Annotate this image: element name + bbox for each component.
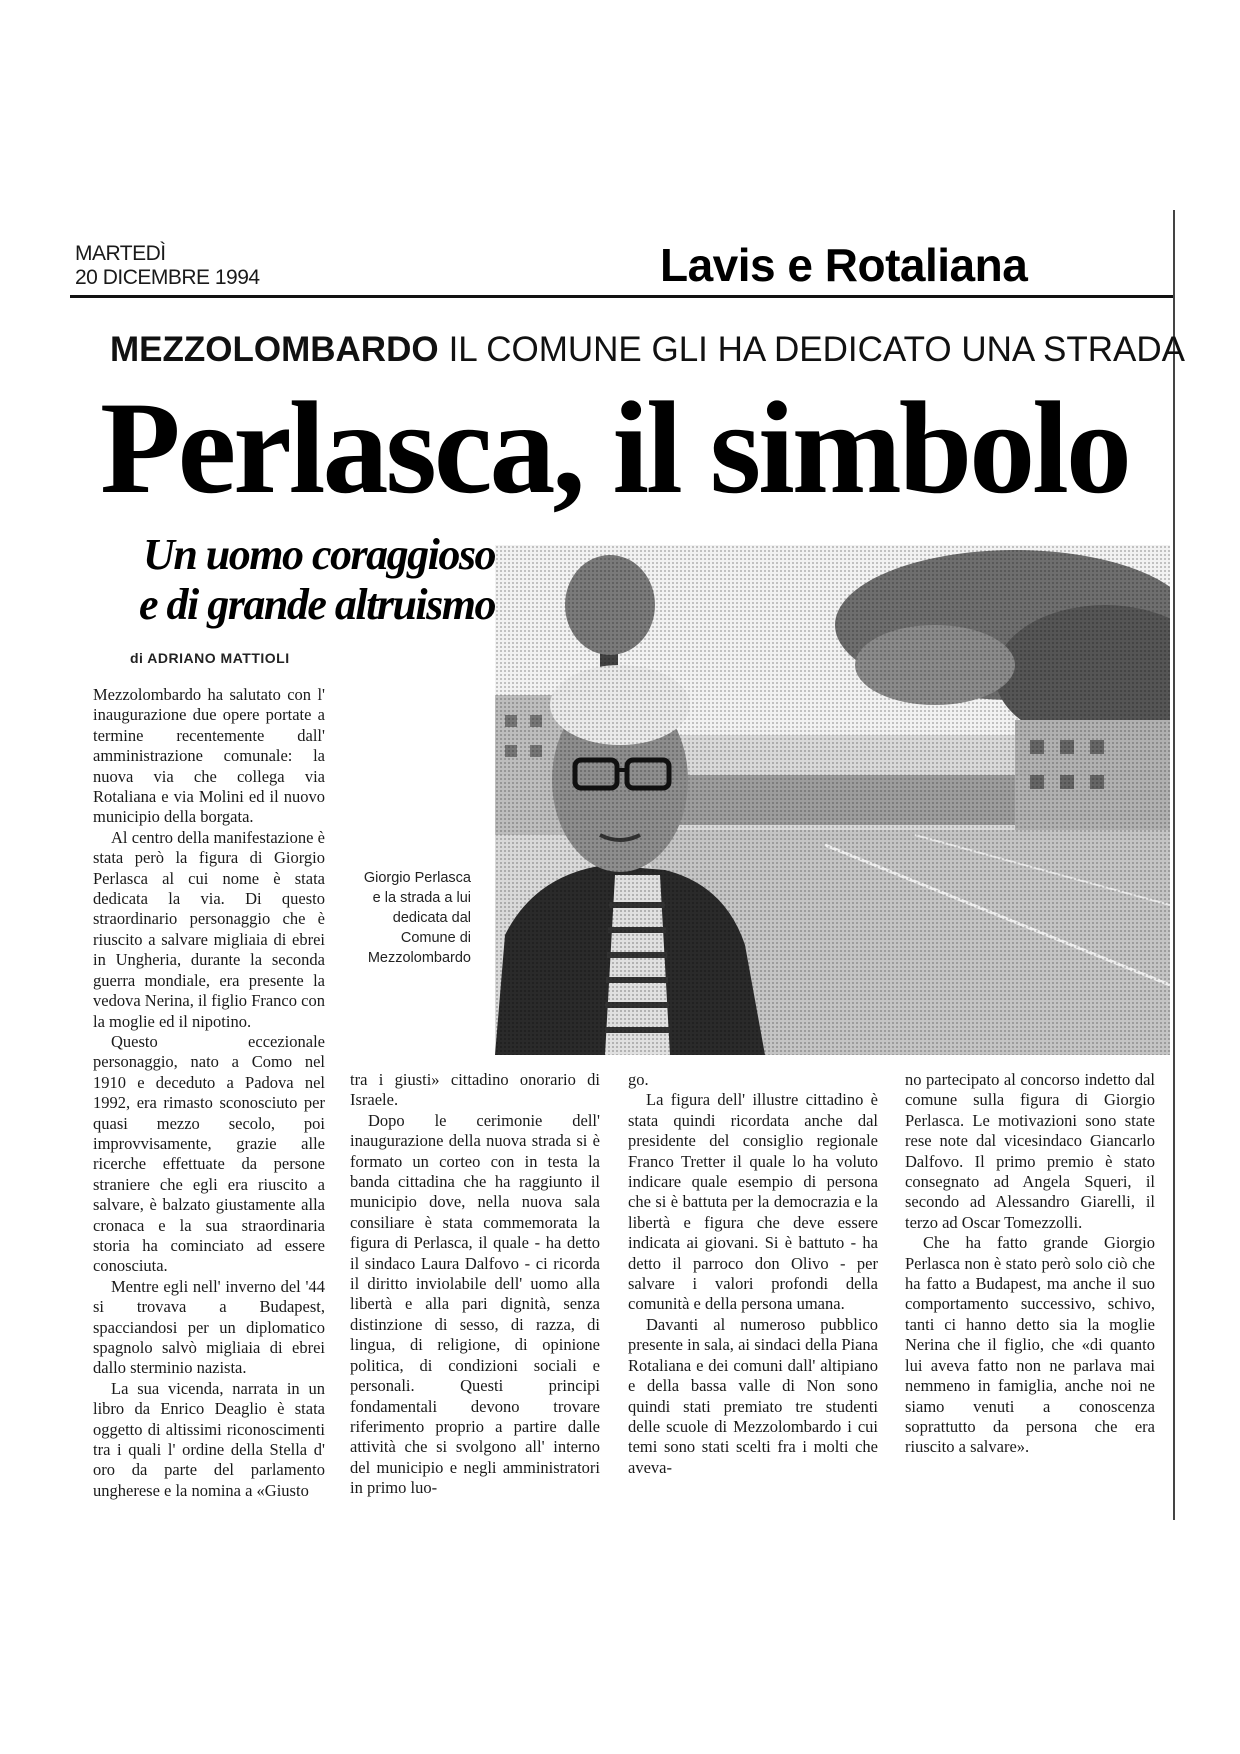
article-column-4: [905, 1070, 1155, 1458]
header-rule: [70, 295, 1175, 298]
photo-illustration: [495, 545, 1170, 1055]
paragraph: go.: [628, 1070, 649, 1089]
article-column-2: [350, 1070, 600, 1499]
issue-full-date: 20 DICEMBRE 1994: [75, 266, 260, 289]
photo-perlasca-street: [495, 545, 1170, 1055]
paragraph: no partecipato al concorso indetto dal comune sulla figura di Giorgio Perlasca. Le motivazioni sono state rese note dal vicesindaco Giancarlo Dalfovo. Il primo premio è stato consegnato ad Angela Squeri, il secondo ad Alessandro Giarelli, il terzo ad Oscar Tomezzolli.: [905, 1070, 1155, 1232]
paragraph: La figura dell' illustre cittadino è stata quindi ricordata anche dal presidente del consiglio regionale Franco Tretter il quale lo ha voluto indicare quale esempio di persona che si è battuta per la democrazia e la libertà e figura che deve essere indicata ai giovani. Si è battuto - ha detto il parroco don Olivo - per salvare i valori profondi della comunità e della persona umana.: [628, 1090, 878, 1314]
article-column-3: [628, 1070, 878, 1478]
page-edge-rule: [1173, 210, 1175, 1520]
kicker: [110, 330, 1185, 370]
article-column-1: [93, 685, 325, 1501]
byline: di ADRIANO MATTIOLI: [130, 650, 290, 666]
photo-caption: Giorgio Perlasca e la strada a lui dedicata dal Comune di Mezzolombardo: [363, 870, 471, 966]
kicker-place: MEZZOLOMBARDO: [110, 330, 439, 369]
paragraph: Mezzolombardo ha salutato con l' inaugurazione due opere portate a termine recentemente dall' amministrazione comunale: la nuova via che collega via Rotaliana e via Molini ed il nuovo municipio della borgata.: [93, 685, 325, 827]
paragraph: Davanti al numeroso pubblico presente in sala, ai sindaci della Piana Rotaliana e dei comuni dall' altipiano e della bassa valle di Non sono quindi stati premiato tre studenti delle scuole di Mezzolombardo i cui temi sono stati scelti fra i molti che aveva-: [628, 1314, 878, 1477]
paragraph: La sua vicenda, narrata in un libro da Enrico Deaglio è stata oggetto di altissimi riconoscimenti tra i quali l' ordine della Stella d' oro da parte del parlamento ungherese e la nomina a «Giusto: [93, 1378, 325, 1500]
paragraph: Al centro della manifestazione è stata però la figura di Giorgio Perlasca al cui nome è stata dedicata la via. Di questo straordinario personaggio che è riuscito a salvare migliaia di ebrei in Ungheria, durante la seconda guerra mondiale, era presente la vedova Nerina, il figlio Franco con la moglie ed il nipotino.: [93, 827, 325, 1031]
paragraph: Che ha fatto grande Giorgio Perlasca non è stato però solo ciò che ha fatto a Budapest, ma anche il suo comportamento successivo, schivo, tanti ci hanno detto sia la moglie Nerina che il figlio, che «di quanto lui aveva fatto non ne parlava mai nemmeno in famiglia, anche noi ne siamo venuti a conoscenza soprattutto da persona che era riuscito a salvare».: [905, 1233, 1155, 1457]
subheadline-line-1: Un uomo coraggioso: [143, 530, 495, 579]
paragraph: tra i giusti» cittadino onorario di Israele.: [350, 1070, 600, 1110]
paragraph: Questo eccezionale personaggio, nato a Como nel 1910 e deceduto a Padova nel 1992, era rimasto sconosciuto per quasi mezzo secolo, poi improvvisamente, grazie alle ricerche effettuate da persone straniere che egli era riuscito a salvare, è balzato giustamente alla cronaca e la sua straordinaria storia ha cominciato ad essere conosciuta.: [93, 1031, 325, 1276]
paragraph: Dopo le cerimonie dell' inaugurazione della nuova strada si è formato un corteo con in testa la banda cittadina che ha raggiunto il municipio dove, nella nuova sala consiliare è stata commemorata la figura di Perlasca, il quale - ha detto il sindaco Laura Dalfovo - ci ricorda il diritto inviolabile dell' uomo alla libertà e alla pari dignità, senza distinzione di sesso, di razza, di lingua, di religione, di opinione politica, di condizioni sociali e personali. Questi principi fondamentali devono trovare riferimento proprio a partire dalle attività che si svolgono all' interno del municipio e negli amministratori in primo luo-: [350, 1110, 600, 1498]
kicker-text: IL COMUNE GLI HA DEDICATO UNA STRADA: [448, 330, 1186, 369]
issue-date: [75, 242, 260, 290]
section-title: Lavis e Rotaliana: [660, 239, 1028, 291]
headline: Perlasca, il simbolo: [100, 374, 1129, 521]
paragraph: Mentre egli nell' inverno del '44 si trovava a Budapest, spacciandosi per un diplomatico spagnolo salvò migliaia di ebrei dallo sterminio nazista.: [93, 1276, 325, 1378]
issue-weekday: MARTEDÌ: [75, 242, 166, 265]
subheadline: [95, 530, 495, 630]
subheadline-line-2: e di grande altruismo: [139, 580, 495, 629]
